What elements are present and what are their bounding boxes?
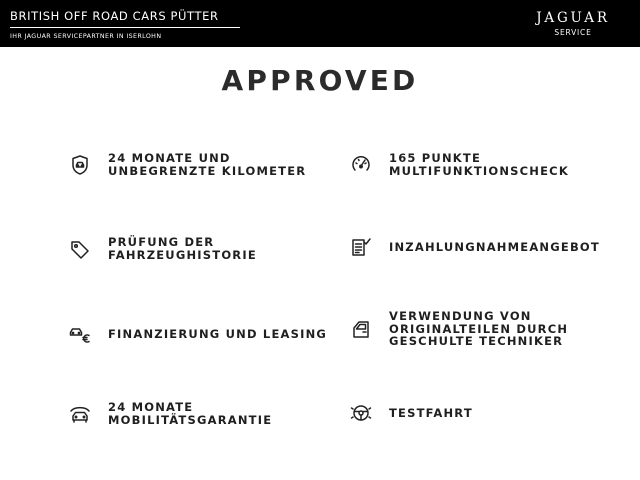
roadside-assistance-icon xyxy=(69,403,91,425)
shield-car-icon xyxy=(69,154,91,176)
feature-item-vehicle-history xyxy=(69,236,257,261)
feature-item-trade-in-offer xyxy=(350,236,600,258)
feature-item-multifunction-check xyxy=(350,152,569,177)
dealer-info xyxy=(10,9,240,40)
car-euro-icon xyxy=(69,323,91,345)
feature-label: FINANZIERUNG UND LEASING xyxy=(108,326,328,341)
dealer-subtitle: IHR JAGUAR SERVICEPARTNER IN ISERLOHN xyxy=(10,33,162,40)
feature-label: VERWENDUNG VON ORIGINALTEILEN DURCH GESCHULTE TECHNIKER xyxy=(389,309,569,348)
feature-item-test-drive xyxy=(350,402,473,424)
document-check-icon xyxy=(350,236,372,258)
feature-item-mobility-guarantee xyxy=(69,401,272,426)
price-tag-icon xyxy=(69,238,91,260)
gauge-icon xyxy=(350,154,372,176)
steering-wheel-icon xyxy=(350,402,372,424)
page-title: APPROVED xyxy=(221,64,419,97)
jaguar-service-logo[interactable] xyxy=(518,10,628,37)
feature-item-original-parts xyxy=(350,310,568,348)
feature-item-financing xyxy=(69,323,327,345)
dealer-name[interactable]: BRITISH OFF ROAD CARS PÜTTER xyxy=(10,9,240,28)
feature-label: 165 PUNKTE MULTIFUNKTIONSCHECK xyxy=(389,151,569,178)
feature-label: TESTFAHRT xyxy=(389,405,473,420)
car-door-icon xyxy=(350,318,372,340)
header-bar xyxy=(0,0,640,47)
feature-label: 24 MONATE UND UNBEGRENZTE KILOMETER xyxy=(108,151,307,178)
feature-label: INZAHLUNGNAHMEANGEBOT xyxy=(389,239,600,254)
brand-subtitle: SERVICE xyxy=(554,28,592,37)
feature-item-warranty xyxy=(69,152,306,177)
feature-label: PRÜFUNG DER FAHRZEUGHISTORIE xyxy=(108,235,257,262)
brand-logo-text: JAGUAR xyxy=(536,10,610,26)
feature-label: 24 MONATE MOBILITÄTSGARANTIE xyxy=(108,400,273,427)
